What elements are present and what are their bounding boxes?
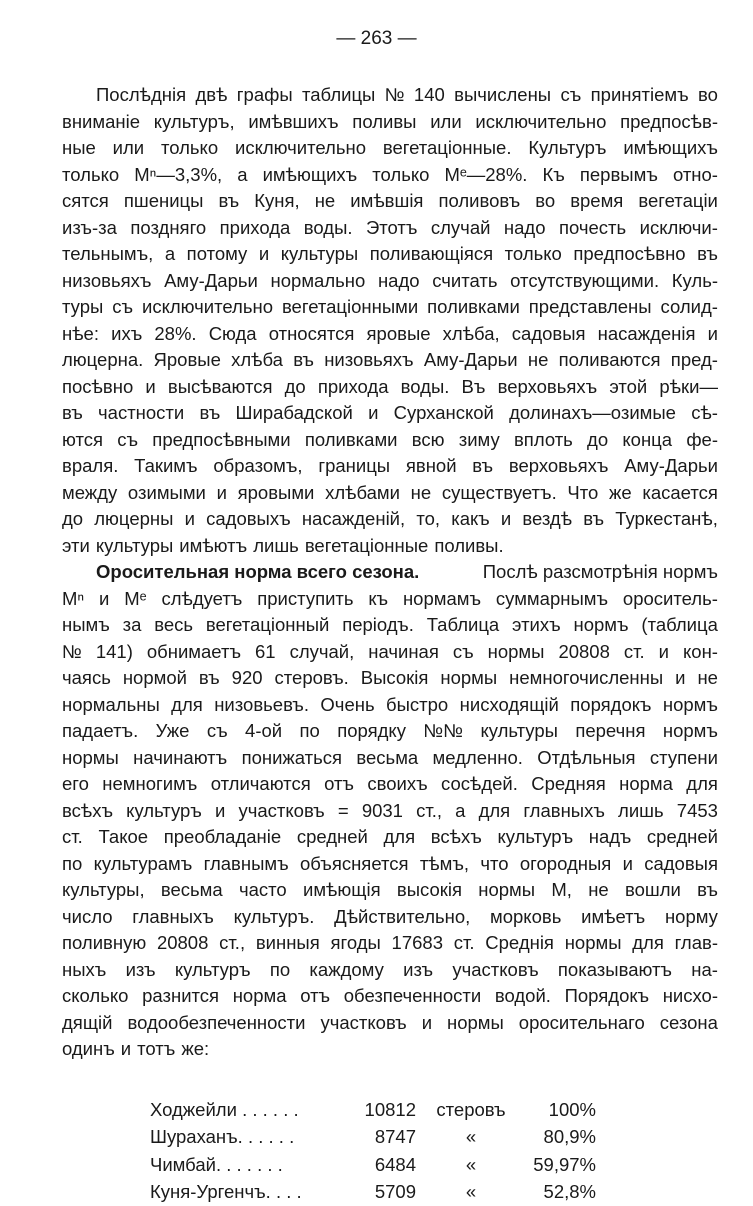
text-line: Послѣднія двѣ графы таблицы № 140 вычислены съ принятіемъ во [62,82,718,109]
text-line: низовьяхъ Аму-Дарьи нормально надо считать отсутствующими. Куль- [62,268,718,295]
unit: стеровъ [416,1099,526,1121]
table-row [150,1096,596,1124]
norm-value: 8747 [362,1126,416,1148]
text-line: туры съ исключительно вегетаціонными поливками представлены солид- [62,294,718,321]
text-line: одинъ и тотъ же: [62,1036,718,1063]
body-text [62,82,718,1063]
text-line: поливную 20808 ст., винныя ягоды 17683 ст. Среднія нормы для глав- [62,930,718,957]
text-line: нормы начинаютъ понижаться весьма медленно. Отдѣльныя ступени [62,745,718,772]
text-line: культуры, весьма часто имѣющія высокія нормы М, не вошли въ [62,877,718,904]
page-number: — 263 — [0,28,753,50]
percent: 59,97% [526,1154,596,1176]
section-heading: Оросительная норма всего сезона. [96,559,419,586]
text-line: сятся пшеницы въ Куня, не имѣвшія поливовъ во время вегетаціи [62,188,718,215]
text-line: нымъ за весь вегетаціонный періодъ. Таблица этихъ нормъ (таблица [62,612,718,639]
norm-value: 6484 [362,1154,416,1176]
text-line: № 141) обнимаетъ 61 случай, начиная съ нормы 20808 ст. и кон- [62,639,718,666]
text-line: въ частности въ Ширабадской и Сурханской долинахъ—озимые сѣ- [62,400,718,427]
text-line: только Мⁿ—3,3%, а имѣющихъ только Мᵉ—28%. Къ первымъ отно- [62,162,718,189]
text-line: изъ-за поздняго прихода воды. Этотъ случай надо почесть исключи- [62,215,718,242]
text-line: нѣе: ихъ 28%. Сюда относятся яровые хлѣба, садовыя насажденія и [62,321,718,348]
text-line: Мⁿ и Мᵉ слѣдуетъ приступить къ нормамъ суммарнымъ ороситель- [62,586,718,613]
text-line: дящій водообезпеченности участковъ и нормы оросительнаго сезона [62,1010,718,1037]
table-row [150,1124,596,1152]
place-name: Шураханъ. . . . . . [150,1126,362,1148]
norms-table [150,1096,596,1206]
text-line: ныхъ изъ культуръ по каждому изъ участковъ показываютъ на- [62,957,718,984]
text-line: нормальны для низовьевъ. Очень быстро нисходящій порядокъ нормъ [62,692,718,719]
norm-value: 10812 [362,1099,416,1121]
paragraph-2 [62,559,718,1063]
place-name: Куня-Ургенчъ. . . . [150,1181,362,1203]
text-line: всѣхъ культуръ и участковъ = 9031 ст., а для главныхъ лишь 7453 [62,798,718,825]
text-line: Послѣ разсмотрѣнія нормъ [483,559,718,586]
text-line: до люцерны и садовыхъ насажденій, то, какъ и вездѣ въ Туркестанѣ, [62,506,718,533]
text-line: ст. Такое преобладаніе средней для всѣхъ культуръ надъ средней [62,824,718,851]
text-line: падаетъ. Уже съ 4-ой по порядку №№ культуры перечня нормъ [62,718,718,745]
place-name: Чимбай. . . . . . . [150,1154,362,1176]
text-line: между озимыми и яровыми хлѣбами не существуетъ. Что же касается [62,480,718,507]
text-line: тельнымъ, а потому и культуры поливающіяся только предпосѣвно въ [62,241,718,268]
unit: « [416,1154,526,1176]
text-line: чаясь нормой въ 920 стеровъ. Высокія нормы немногочисленны и не [62,665,718,692]
text-line: число главныхъ культуръ. Дѣйствительно, морковь имѣетъ норму [62,904,718,931]
paragraph-2-first-line [62,559,718,586]
text-line: посѣвно и высѣваются до прихода воды. Въ верховьяхъ этой рѣки— [62,374,718,401]
text-line: его немногимъ отличаются отъ своихъ сосѣдей. Средняя норма для [62,771,718,798]
norm-value: 5709 [362,1181,416,1203]
table-row [150,1151,596,1179]
text-line: люцерна. Яровые хлѣба въ низовьяхъ Аму-Дарьи не поливаются пред- [62,347,718,374]
percent: 100% [526,1099,596,1121]
text-line: враля. Такимъ образомъ, границы явной въ верховьяхъ Аму-Дарьи [62,453,718,480]
text-line: по культурамъ главнымъ объясняется тѣмъ, что огородныя и садовыя [62,851,718,878]
place-name: Ходжейли . . . . . . [150,1099,362,1121]
paragraph-1 [62,82,718,559]
unit: « [416,1181,526,1203]
unit: « [416,1126,526,1148]
percent: 80,9% [526,1126,596,1148]
text-line: эти культуры имѣютъ лишь вегетаціонные поливы. [62,533,718,560]
text-line: вниманіе культуръ, имѣвшихъ поливы или исключительно предпосѣв- [62,109,718,136]
text-line: сколько разнится норма отъ обезпеченности водой. Порядокъ нисхо- [62,983,718,1010]
table-row [150,1179,596,1206]
text-line: ные или только исключительно вегетаціонные. Культуръ имѣющихъ [62,135,718,162]
percent: 52,8% [526,1181,596,1203]
text-line: ются съ предпосѣвными поливками всю зиму вплоть до конца фе- [62,427,718,454]
